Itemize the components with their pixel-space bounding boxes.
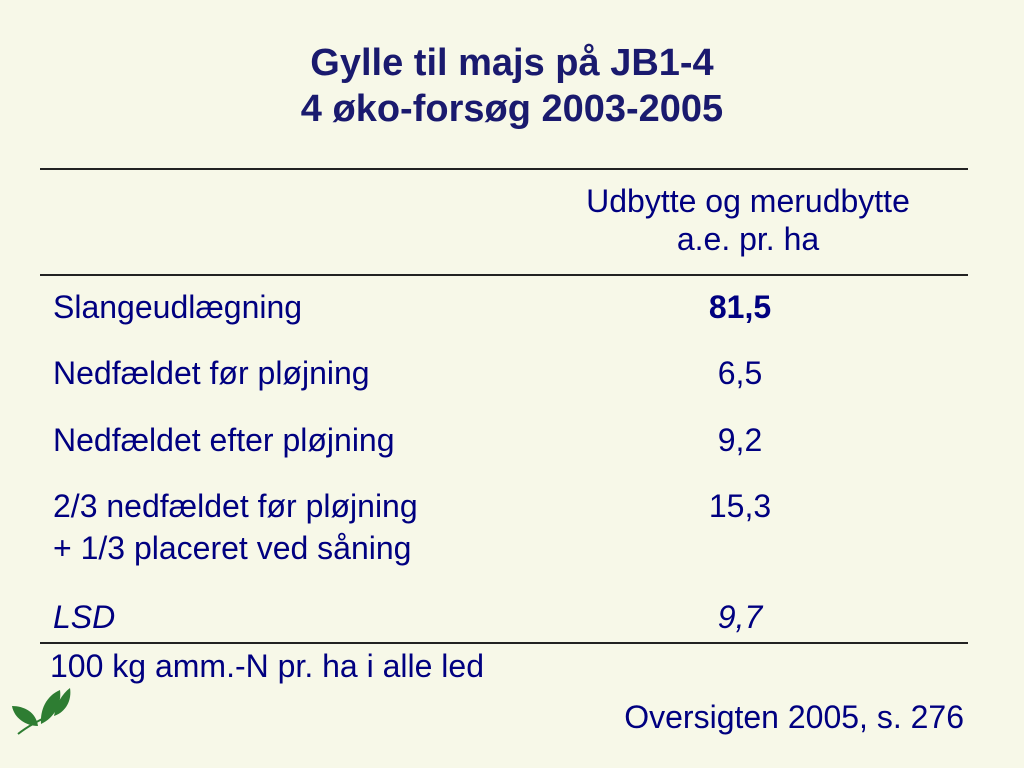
row-label: Nedfældet efter pløjning	[53, 422, 395, 458]
row-value: 81,5	[708, 289, 772, 325]
column-header-line-1: Udbytte og merudbytte	[586, 183, 910, 219]
leaf-sprout-icon	[8, 676, 72, 736]
header-bottom-rule	[40, 274, 968, 276]
row-value: 6,5	[717, 355, 763, 391]
row-value: 9,2	[717, 422, 763, 458]
row-value: 9,7	[717, 599, 763, 635]
title-line-2: 4 øko-forsøg 2003-2005	[300, 88, 724, 130]
column-header	[538, 182, 958, 258]
title-line-1: Gylle til majs på JB1-4	[310, 42, 714, 84]
table-bottom-rule	[40, 642, 968, 644]
column-header-line-2: a.e. pr. ha	[676, 221, 820, 257]
row-label	[53, 485, 418, 569]
page-title	[0, 40, 1024, 132]
row-label: Nedfældet før pløjning	[53, 355, 370, 391]
source-citation: Oversigten 2005, s. 276	[624, 699, 964, 735]
table-top-rule	[40, 168, 968, 170]
footnote: 100 kg amm.-N pr. ha i alle led	[50, 648, 484, 684]
row-label: LSD	[53, 599, 116, 635]
row-label: Slangeudlægning	[53, 289, 303, 325]
row-value: 15,3	[708, 488, 772, 524]
row-label-line-2: + 1/3 placeret ved såning	[53, 530, 412, 566]
row-label-line-1: 2/3 nedfældet før pløjning	[53, 488, 418, 524]
